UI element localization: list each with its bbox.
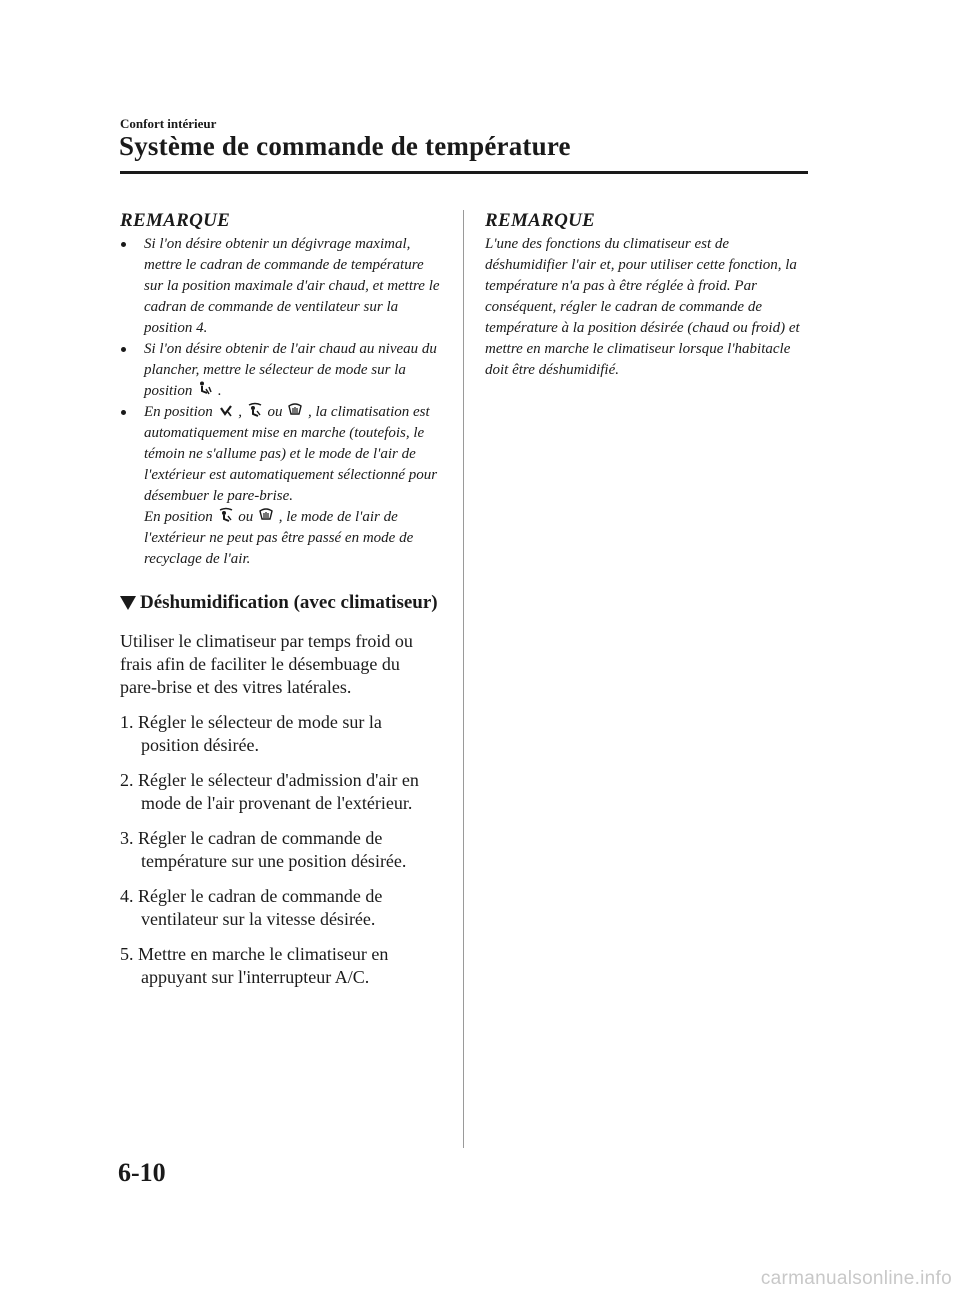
step-item: 2. Régler le sélecteur d'admission d'air en mode de l'air provenant de l'extérieur. <box>120 770 419 813</box>
step-item: 3. Régler le cadran de commande de température sur une position désirée. <box>120 828 407 871</box>
steps-list <box>120 711 440 989</box>
intro-paragraph: Utiliser le climatiseur par temps froid ou frais afin de faciliter le désembuage du pare-brise et des vitres latérales. <box>120 631 413 697</box>
note-item-text: . <box>217 383 222 399</box>
subsection-heading <box>120 592 440 614</box>
note-item-text: En position <box>144 404 213 420</box>
watermark: carmanualsonline.info <box>760 1268 952 1289</box>
left-column <box>120 210 440 989</box>
floor-mode-icon <box>219 402 233 418</box>
note-item-text: , la climatisation est automatiquement mise en marche (toutefois, le témoin ne s'allume pas) et le mode de l'air de l'extérieur est automatiquement sélectionné pour désembuer le pare-brise. <box>144 404 438 504</box>
separator: ou <box>267 404 283 420</box>
bullet-icon <box>121 347 126 352</box>
step-item: 1. Régler le sélecteur de mode sur la position désirée. <box>120 712 382 755</box>
page-number: 6-10 <box>118 1158 166 1187</box>
separator: ou <box>238 509 254 525</box>
note-item <box>120 339 440 402</box>
note-item <box>120 402 440 570</box>
defrost-mode-icon <box>288 402 302 418</box>
section-label: Confort intérieur <box>120 116 217 131</box>
note-heading: REMARQUE <box>485 210 596 231</box>
note-heading: REMARQUE <box>120 210 231 231</box>
step-item: 4. Régler le cadran de commande de ventilateur sur la vitesse désirée. <box>120 886 383 929</box>
note-list <box>120 234 440 570</box>
column-divider <box>463 210 464 1148</box>
step-item: 5. Mettre en marche le climatiseur en appuyant sur l'interrupteur A/C. <box>120 944 389 987</box>
floor-mode-icon <box>198 381 212 397</box>
bullet-icon <box>121 410 126 415</box>
floor-defrost-mode-icon <box>219 507 233 523</box>
note-item-text: Si l'on désire obtenir de l'air chaud au niveau du plancher, mettre le sélecteur de mode sur la position <box>144 341 437 399</box>
page-title: Système de commande de température <box>119 131 571 161</box>
floor-defrost-mode-icon <box>248 402 262 418</box>
defrost-mode-icon <box>259 507 273 523</box>
separator: , <box>238 404 243 420</box>
right-column <box>485 210 815 381</box>
note-item-text: Si l'on désire obtenir un dégivrage maximal, mettre le cadran de commande de température sur la position maximale d'air chaud, et mettre le cadran de commande de ventilateur sur la position 4. <box>144 236 440 336</box>
header-rule <box>120 171 808 174</box>
triangle-down-icon <box>120 596 136 610</box>
note-item-text: , le mode de l'air de l'extérieur ne peut pas être passé en mode de recyclage de l'air. <box>144 509 414 567</box>
note-paragraph: L'une des fonctions du climatiseur est de déshumidifier l'air et, pour utiliser cette fonction, la température n'a pas à être réglée à froid. Par conséquent, régler le cadran de commande de température à la position désirée (chaud ou froid) et mettre en marche le climatiseur lorsque l'habitacle doit être déshumidifié. <box>485 236 800 378</box>
note-item <box>120 234 440 339</box>
subsection-title: Déshumidification (avec climatiseur) <box>140 592 438 613</box>
bullet-icon <box>121 242 126 247</box>
note-item-text: En position <box>144 509 213 525</box>
